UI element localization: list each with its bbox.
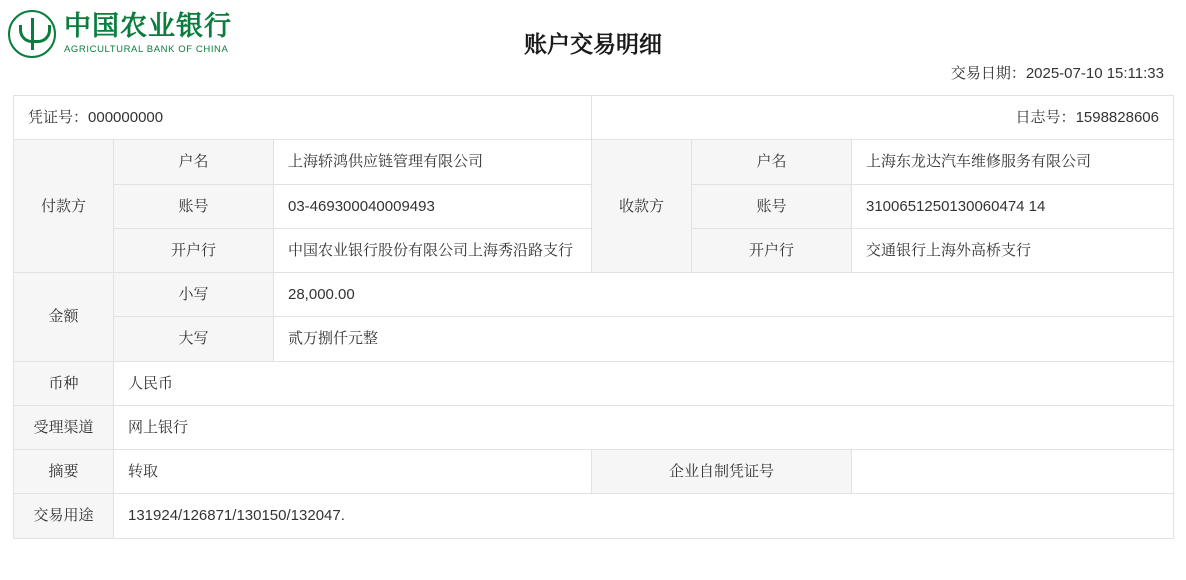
- payer-bank-value: 中国农业银行股份有限公司上海秀沿路支行: [274, 228, 592, 272]
- table-row-amount-capital: [14, 317, 1174, 361]
- amount-small-value: 28,000.00: [274, 273, 1174, 317]
- currency-label: 币种: [14, 361, 114, 405]
- payee-name-value: 上海东龙达汽车维修服务有限公司: [852, 140, 1174, 184]
- enterprise-voucher-label: 企业自制凭证号: [592, 450, 852, 494]
- table-row-name: [14, 140, 1174, 184]
- payer-name-label: 户名: [114, 140, 274, 184]
- payee-account-value: 3100651250130060474 14: [852, 184, 1174, 228]
- payee-account-label: 账号: [692, 184, 852, 228]
- table-row-channel: [14, 405, 1174, 449]
- amount-small-label: 小写: [114, 273, 274, 317]
- table-row-currency: [14, 361, 1174, 405]
- amount-section-label: 金额: [14, 273, 114, 362]
- payer-section-label: 付款方: [14, 140, 114, 273]
- bank-name-en: AGRICULTURAL BANK OF CHINA: [64, 44, 229, 56]
- purpose-label: 交易用途: [14, 494, 114, 538]
- amount-capital-value: 贰万捌仟元整: [274, 317, 1174, 361]
- table-row-summary: [14, 450, 1174, 494]
- bank-name-cn: 中国农业银行: [64, 11, 232, 42]
- transaction-detail-table: [13, 95, 1174, 539]
- document-header: [0, 0, 1186, 82]
- enterprise-voucher-value: [852, 450, 1174, 494]
- payee-bank-label: 开户行: [692, 228, 852, 272]
- amount-capital-label: 大写: [114, 317, 274, 361]
- channel-value: 网上银行: [114, 405, 1174, 449]
- purpose-value: 131924/126871/130150/132047.: [114, 494, 1174, 538]
- payer-account-label: 账号: [114, 184, 274, 228]
- table-row-amount-small: [14, 273, 1174, 317]
- summary-label: 摘要: [14, 450, 114, 494]
- summary-value: 转取: [114, 450, 592, 494]
- currency-value: 人民币: [114, 361, 1174, 405]
- payer-bank-label: 开户行: [114, 228, 274, 272]
- payee-name-label: 户名: [692, 140, 852, 184]
- journal-no-cell: [592, 96, 1174, 140]
- channel-label: 受理渠道: [14, 405, 114, 449]
- page-title: 账户交易明细: [524, 31, 662, 57]
- table-row-purpose: [14, 494, 1174, 538]
- journal-no-value: 1598828606: [1075, 109, 1159, 126]
- payer-name-value: 上海轿鸿供应链管理有限公司: [274, 140, 592, 184]
- table-row-voucher: [14, 96, 1174, 140]
- transaction-date: 交易日期：2025-07-10 15:11:33: [950, 65, 1164, 82]
- voucher-no-label: 凭证号：: [28, 109, 89, 126]
- payer-account-value: 03-469300040009493: [274, 184, 592, 228]
- payee-bank-value: 交通银行上海外高桥支行: [852, 228, 1174, 272]
- payee-section-label: 收款方: [592, 140, 692, 273]
- voucher-no-value: 000000000: [88, 109, 164, 126]
- voucher-no-cell: [14, 96, 592, 140]
- journal-no-label: 日志号：: [1015, 109, 1076, 126]
